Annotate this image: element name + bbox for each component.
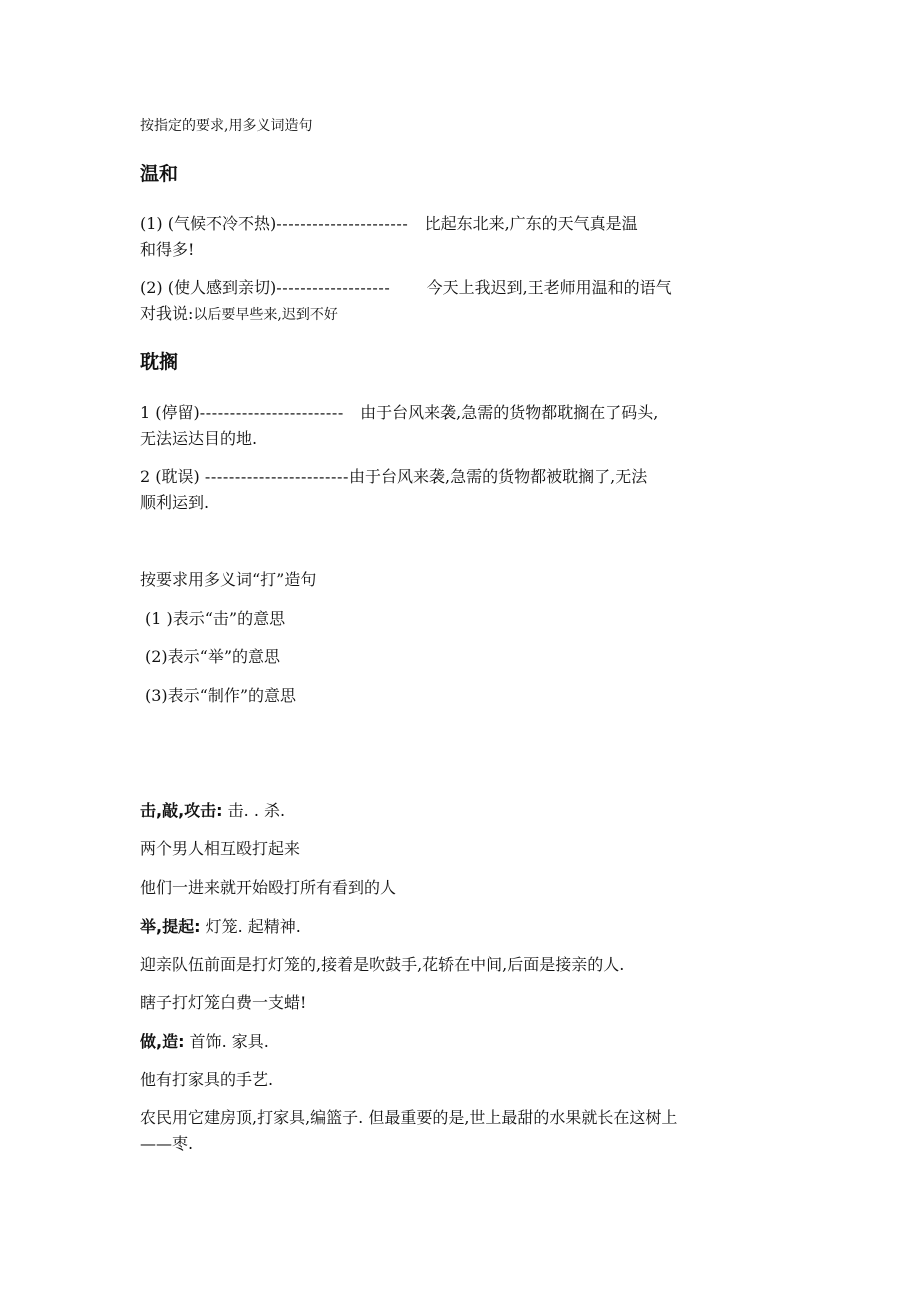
item-meaning: (气候不冷不热) (167, 214, 277, 233)
answer-2-head-line (140, 917, 301, 937)
answer-heading: 举,提起: (140, 917, 201, 936)
answer-heading: 击,敲,攻击: (140, 801, 223, 820)
task-req-1: (1 )表示“击”的意思 (145, 609, 286, 628)
dange-item-2 (140, 467, 647, 487)
example-sentence-small: 以后要早些来,迟到不好 (193, 307, 338, 323)
item-label: 1 (140, 403, 151, 422)
answer-3-example-2: 农民用它建房顶,打家具,编篮子. 但最重要的是,世上最甜的水果就长在这树上 (140, 1108, 678, 1127)
dash-line: ------------------- (276, 278, 391, 297)
example-sentence: 对我说: (140, 304, 194, 323)
answer-2-example-1: 迎亲队伍前面是打灯笼的,接着是吹鼓手,花轿在中间,后面是接亲的人. (140, 955, 625, 974)
item-label: (2) (140, 278, 163, 297)
dange-item-1 (140, 403, 658, 423)
answer-1-head-line (140, 801, 285, 821)
dash-line: ---------------------- (276, 214, 409, 233)
answer-words: 首饰. 家具. (189, 1032, 269, 1051)
answer-3-example-1: 他有打家具的手艺. (140, 1070, 274, 1089)
example-sentence: 比起东北来,广东的天气真是温 (424, 214, 638, 233)
item-meaning: (耽误) (155, 467, 200, 486)
example-sentence: 由于台风来袭,急需的货物都被耽搁了,无法 (349, 467, 648, 486)
example-sentence: 今天上我迟到,王老师用温和的语气 (426, 278, 672, 297)
item-meaning: (使人感到亲切) (167, 278, 277, 297)
task-title: 按要求用多义词“打”造句 (140, 570, 317, 589)
answer-1-example-2: 他们一进来就开始殴打所有看到的人 (140, 878, 397, 897)
answer-words: 灯笼. 起精神. (205, 917, 301, 936)
word-title-wenhe: 温和 (140, 163, 179, 185)
task-req-3: (3)表示“制作”的意思 (145, 686, 297, 705)
item-label: 2 (140, 467, 151, 486)
answer-1-example-1: 两个男人相互殴打起来 (140, 839, 301, 858)
wenhe-item-2-cont (140, 304, 338, 325)
item-meaning: (停留) (155, 403, 200, 422)
answer-3-example-2-cont: ——枣. (140, 1134, 194, 1153)
dash-line: ------------------------ (204, 467, 350, 486)
task-req-2: (2)表示“举”的意思 (145, 647, 281, 666)
wenhe-item-1-cont: 和得多! (140, 240, 195, 259)
answer-2-example-2: 瞎子打灯笼白费一支蜡! (140, 993, 307, 1012)
dange-item-2-cont: 顺利运到. (140, 493, 210, 512)
item-label: (1) (140, 214, 163, 233)
dash-line: ------------------------ (199, 403, 344, 422)
wenhe-item-1 (140, 214, 638, 234)
dange-item-1-cont: 无法运达目的地. (140, 429, 258, 448)
word-title-dange: 耽搁 (140, 351, 179, 373)
answer-3-head-line (140, 1032, 269, 1052)
intro-line: 按指定的要求,用多义词造句 (140, 118, 313, 134)
answer-words: 击. . 杀. (227, 801, 286, 820)
wenhe-item-2 (140, 278, 672, 298)
answer-heading: 做,造: (140, 1032, 185, 1051)
example-sentence: 由于台风来袭,急需的货物都耽搁在了码头, (360, 403, 659, 422)
